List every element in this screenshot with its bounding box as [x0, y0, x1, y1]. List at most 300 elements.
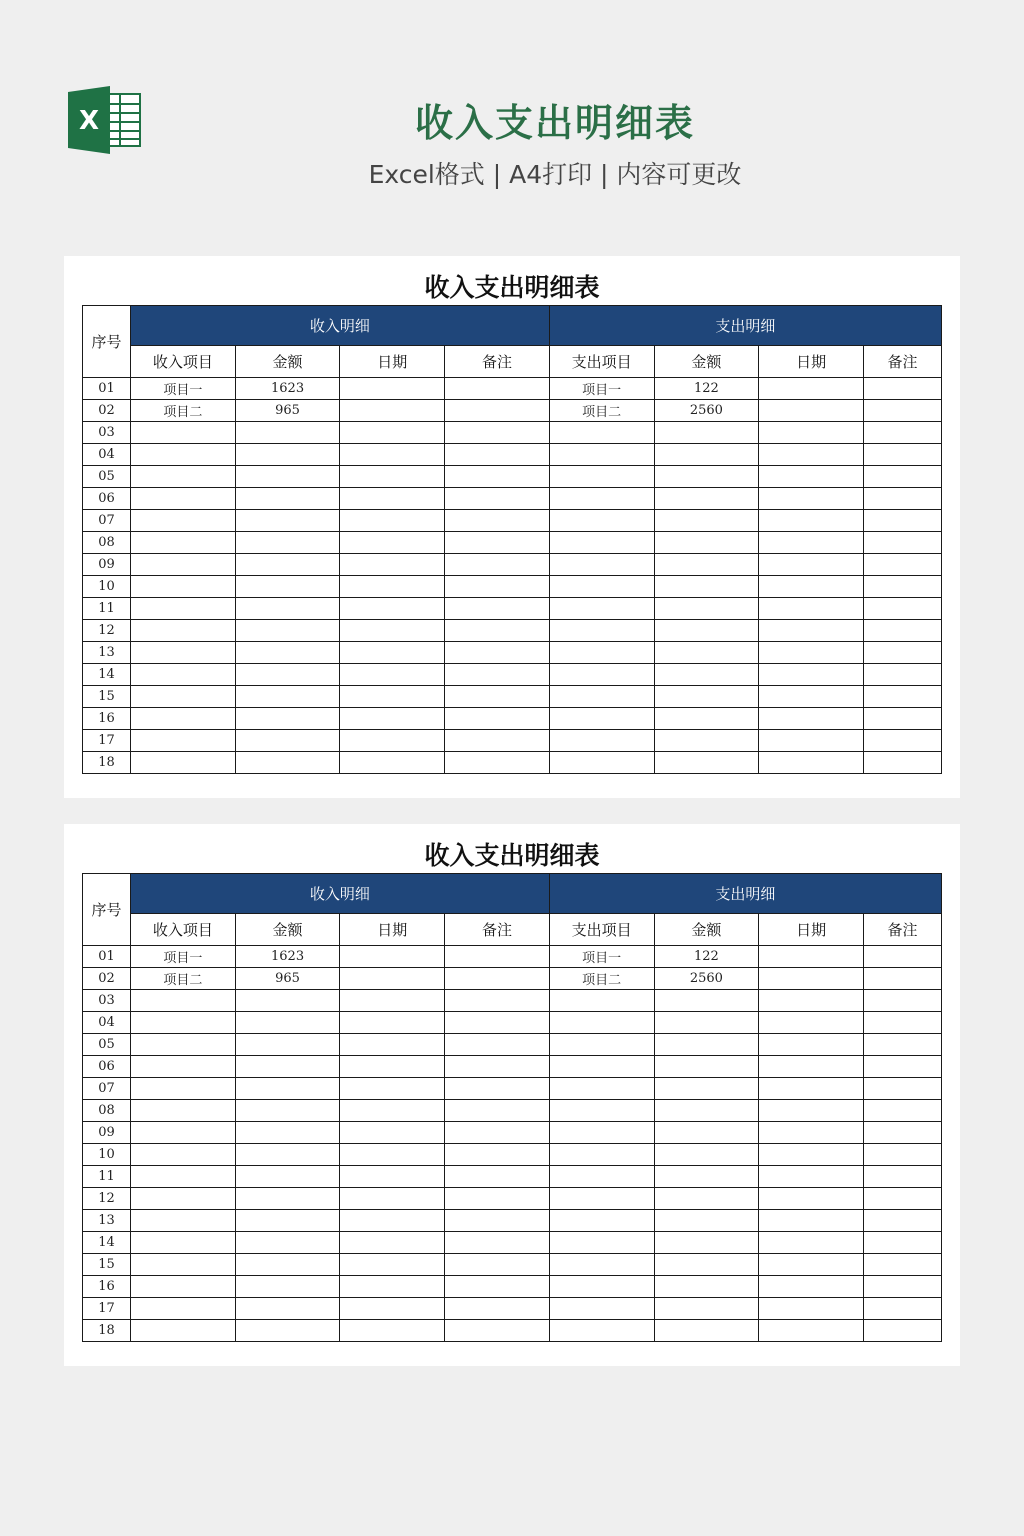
table-cell: [340, 488, 445, 510]
table-cell: [863, 532, 941, 554]
table-cell: [131, 664, 236, 686]
table-cell: [445, 990, 550, 1012]
table-cell: [235, 422, 340, 444]
table-cell: [445, 1144, 550, 1166]
table-cell: [549, 1210, 654, 1232]
table-cell: [549, 1320, 654, 1342]
table-cell: [863, 1320, 941, 1342]
table-cell: [131, 554, 236, 576]
table-cell: [654, 1254, 759, 1276]
table-cell: [235, 642, 340, 664]
table-cell: [654, 1276, 759, 1298]
table-cell: [340, 378, 445, 400]
page-subtitle: Excel格式 | A4打印 | 内容可更改: [368, 160, 742, 189]
table-cell: [445, 378, 550, 400]
table-cell: [654, 1166, 759, 1188]
table-cell: [445, 730, 550, 752]
table-cell: [549, 642, 654, 664]
row-number-cell: 13: [83, 1210, 131, 1232]
table-cell: [759, 1100, 864, 1122]
table-cell: [863, 1100, 941, 1122]
table-cell: [445, 422, 550, 444]
table-cell: [340, 1210, 445, 1232]
table-cell: [549, 990, 654, 1012]
table-cell: [863, 1034, 941, 1056]
table-cell: [759, 730, 864, 752]
row-number-cell: 11: [83, 1166, 131, 1188]
table-cell: [131, 1100, 236, 1122]
table-cell: [131, 1276, 236, 1298]
sheet-preview-2: [64, 824, 960, 1366]
column-header: 日期: [759, 914, 864, 946]
table-row: [83, 1188, 942, 1210]
table-cell: [863, 730, 941, 752]
table-cell: [131, 422, 236, 444]
table-cell: [863, 1188, 941, 1210]
table-cell: [235, 664, 340, 686]
table-cell: [549, 422, 654, 444]
table-cell: 项目二: [131, 400, 236, 422]
table-cell: [340, 620, 445, 642]
row-number-cell: 06: [83, 1056, 131, 1078]
table-cell: [235, 532, 340, 554]
detail-table: [82, 305, 942, 774]
table-cell: [235, 1056, 340, 1078]
column-header: 支出项目: [549, 914, 654, 946]
table-cell: [654, 576, 759, 598]
table-cell: [654, 554, 759, 576]
row-number-cell: 17: [83, 730, 131, 752]
table-row: [83, 510, 942, 532]
table-cell: [549, 466, 654, 488]
table-cell: [131, 598, 236, 620]
table-row: [83, 1056, 942, 1078]
table-cell: [863, 378, 941, 400]
table-cell: 1623: [235, 378, 340, 400]
table-cell: [759, 598, 864, 620]
table-cell: [445, 554, 550, 576]
table-cell: [340, 554, 445, 576]
table-cell: [759, 1034, 864, 1056]
row-number-cell: 07: [83, 510, 131, 532]
table-cell: [340, 1012, 445, 1034]
column-header: 日期: [340, 346, 445, 378]
column-header: 金额: [235, 914, 340, 946]
table-cell: [340, 1276, 445, 1298]
table-row: [83, 444, 942, 466]
table-cell: [235, 752, 340, 774]
table-row: [83, 620, 942, 642]
table-cell: [235, 1122, 340, 1144]
table-cell: [863, 598, 941, 620]
table-cell: [445, 466, 550, 488]
table-cell: [759, 510, 864, 532]
table-cell: [445, 400, 550, 422]
table-cell: [445, 532, 550, 554]
table-cell: [863, 510, 941, 532]
row-number-cell: 15: [83, 686, 131, 708]
row-number-cell: 14: [83, 664, 131, 686]
table-cell: [759, 1232, 864, 1254]
table-cell: [131, 1254, 236, 1276]
table-cell: [445, 1012, 550, 1034]
table-cell: 项目二: [131, 968, 236, 990]
table-cell: [235, 1188, 340, 1210]
table-cell: [131, 1166, 236, 1188]
table-cell: [654, 642, 759, 664]
table-cell: [863, 708, 941, 730]
table-cell: [549, 664, 654, 686]
table-cell: [235, 620, 340, 642]
table-body: [83, 378, 942, 774]
table-cell: [445, 1210, 550, 1232]
table-row: [83, 1122, 942, 1144]
table-cell: [549, 1298, 654, 1320]
table-cell: [863, 1078, 941, 1100]
table-row: [83, 1100, 942, 1122]
table-cell: [549, 1166, 654, 1188]
table-cell: [549, 1056, 654, 1078]
table-cell: [759, 554, 864, 576]
row-number-cell: 17: [83, 1298, 131, 1320]
table-cell: [759, 488, 864, 510]
table-cell: [340, 752, 445, 774]
table-cell: [549, 752, 654, 774]
table-cell: [445, 752, 550, 774]
table-cell: [131, 1298, 236, 1320]
table-cell: [654, 1078, 759, 1100]
row-number-cell: 13: [83, 642, 131, 664]
table-row: [83, 488, 942, 510]
table-cell: [863, 620, 941, 642]
table-cell: [654, 752, 759, 774]
table-row: [83, 1232, 942, 1254]
row-number-cell: 02: [83, 400, 131, 422]
table-cell: [445, 620, 550, 642]
table-cell: [863, 1210, 941, 1232]
table-cell: [549, 598, 654, 620]
table-cell: 项目二: [549, 400, 654, 422]
table-cell: [759, 1254, 864, 1276]
table-cell: 965: [235, 400, 340, 422]
table-cell: [340, 946, 445, 968]
table-cell: [131, 642, 236, 664]
table-cell: [759, 378, 864, 400]
row-number-cell: 08: [83, 532, 131, 554]
table-row: [83, 968, 942, 990]
column-header: 备注: [445, 914, 550, 946]
table-cell: [863, 1166, 941, 1188]
table-cell: [445, 708, 550, 730]
table-cell: [863, 488, 941, 510]
table-cell: [759, 422, 864, 444]
table-cell: [445, 664, 550, 686]
table-cell: [759, 752, 864, 774]
row-number-cell: 10: [83, 1144, 131, 1166]
table-cell: [654, 1122, 759, 1144]
table-cell: [131, 730, 236, 752]
table-row: [83, 1078, 942, 1100]
column-header: 备注: [863, 346, 941, 378]
table-cell: [863, 990, 941, 1012]
table-cell: [654, 1100, 759, 1122]
table-cell: [549, 1254, 654, 1276]
table-cell: [131, 1210, 236, 1232]
table-cell: [235, 708, 340, 730]
table-cell: [863, 576, 941, 598]
table-cell: [759, 1298, 864, 1320]
table-cell: [863, 1012, 941, 1034]
table-cell: 965: [235, 968, 340, 990]
row-number-cell: 14: [83, 1232, 131, 1254]
table-cell: [340, 1034, 445, 1056]
table-cell: 项目二: [549, 968, 654, 990]
table-cell: [549, 1078, 654, 1100]
table-body: [83, 946, 942, 1342]
table-cell: [549, 1144, 654, 1166]
row-number-cell: 07: [83, 1078, 131, 1100]
table-cell: [340, 598, 445, 620]
table-cell: [549, 1188, 654, 1210]
table-cell: [445, 1166, 550, 1188]
row-number-cell: 05: [83, 466, 131, 488]
table-cell: [863, 1254, 941, 1276]
detail-table: [82, 873, 942, 1342]
table-cell: [340, 664, 445, 686]
table-cell: [445, 686, 550, 708]
table-cell: [549, 1012, 654, 1034]
row-number-cell: 09: [83, 1122, 131, 1144]
table-cell: [131, 1034, 236, 1056]
table-cell: [759, 686, 864, 708]
table-cell: [340, 708, 445, 730]
table-cell: [863, 1276, 941, 1298]
table-cell: [235, 1254, 340, 1276]
row-number-cell: 11: [83, 598, 131, 620]
table-cell: [131, 466, 236, 488]
row-number-cell: 09: [83, 554, 131, 576]
table-cell: [863, 1144, 941, 1166]
table-cell: [340, 990, 445, 1012]
table-cell: [235, 1320, 340, 1342]
table-row: [83, 664, 942, 686]
table-cell: [235, 1034, 340, 1056]
table-row: [83, 1210, 942, 1232]
table-cell: [445, 1320, 550, 1342]
table-cell: [131, 576, 236, 598]
table-cell: [654, 1232, 759, 1254]
row-number-cell: 08: [83, 1100, 131, 1122]
table-cell: [759, 968, 864, 990]
logo-letter: X: [78, 106, 100, 136]
column-header: 日期: [340, 914, 445, 946]
table-row: [83, 642, 942, 664]
table-cell: [131, 1144, 236, 1166]
table-cell: [235, 1078, 340, 1100]
table-cell: [445, 968, 550, 990]
table-cell: [235, 1012, 340, 1034]
table-cell: 122: [654, 378, 759, 400]
table-cell: [863, 946, 941, 968]
table-cell: [654, 708, 759, 730]
table-cell: [131, 444, 236, 466]
table-cell: [131, 1188, 236, 1210]
table-cell: [235, 576, 340, 598]
table-cell: [340, 532, 445, 554]
table-cell: [549, 620, 654, 642]
table-cell: [235, 1144, 340, 1166]
table-cell: [340, 422, 445, 444]
table-cell: [654, 1056, 759, 1078]
table-cell: [549, 444, 654, 466]
table-cell: [235, 990, 340, 1012]
table-cell: [549, 686, 654, 708]
table-cell: [759, 1166, 864, 1188]
table-cell: [654, 990, 759, 1012]
row-number-cell: 02: [83, 968, 131, 990]
table-cell: [863, 554, 941, 576]
table-cell: [340, 1188, 445, 1210]
table-cell: [340, 642, 445, 664]
table-row: [83, 598, 942, 620]
table-cell: [131, 488, 236, 510]
table-cell: [445, 1100, 550, 1122]
table-cell: [759, 1276, 864, 1298]
table-cell: [340, 1100, 445, 1122]
table-cell: [759, 1188, 864, 1210]
table-cell: [654, 1144, 759, 1166]
table-cell: [759, 400, 864, 422]
table-cell: [654, 620, 759, 642]
seq-header: 序号: [83, 874, 131, 946]
row-number-cell: 16: [83, 708, 131, 730]
table-cell: [445, 1298, 550, 1320]
table-cell: [654, 510, 759, 532]
table-cell: [340, 1144, 445, 1166]
table-cell: [654, 1034, 759, 1056]
table-cell: 1623: [235, 946, 340, 968]
table-cell: [654, 1188, 759, 1210]
table-cell: [235, 1100, 340, 1122]
table-cell: [759, 1210, 864, 1232]
table-cell: [863, 664, 941, 686]
table-cell: [340, 1232, 445, 1254]
table-cell: [654, 422, 759, 444]
income-group-header: 收入明细: [131, 306, 550, 346]
row-number-cell: 05: [83, 1034, 131, 1056]
table-cell: [445, 946, 550, 968]
table-cell: 项目一: [131, 946, 236, 968]
table-row: [83, 466, 942, 488]
table-cell: [863, 642, 941, 664]
row-number-cell: 15: [83, 1254, 131, 1276]
table-cell: [445, 598, 550, 620]
table-cell: [131, 620, 236, 642]
table-cell: [759, 1012, 864, 1034]
table-cell: [863, 466, 941, 488]
excel-logo-icon: [68, 86, 142, 154]
table-cell: [654, 444, 759, 466]
table-cell: [549, 1276, 654, 1298]
table-cell: [549, 1034, 654, 1056]
table-cell: 2560: [654, 400, 759, 422]
table-row: [83, 1144, 942, 1166]
column-header: 支出项目: [549, 346, 654, 378]
column-header: 金额: [654, 346, 759, 378]
table-cell: [863, 968, 941, 990]
table-cell: [759, 1122, 864, 1144]
table-cell: [654, 532, 759, 554]
table-cell: [549, 1100, 654, 1122]
row-number-cell: 01: [83, 378, 131, 400]
row-number-cell: 03: [83, 422, 131, 444]
expense-group-header: 支出明细: [549, 874, 941, 914]
table-cell: [445, 1254, 550, 1276]
table-cell: 122: [654, 946, 759, 968]
row-number-cell: 01: [83, 946, 131, 968]
table-cell: [654, 686, 759, 708]
table-cell: 项目一: [549, 946, 654, 968]
table-cell: [235, 1298, 340, 1320]
column-header: 备注: [445, 346, 550, 378]
row-number-cell: 18: [83, 752, 131, 774]
table-cell: [654, 730, 759, 752]
table-cell: [235, 554, 340, 576]
table-row: [83, 1298, 942, 1320]
table-cell: [759, 664, 864, 686]
table-cell: [549, 554, 654, 576]
table-row: [83, 400, 942, 422]
column-header: 金额: [654, 914, 759, 946]
table-row: [83, 946, 942, 968]
table-cell: [654, 466, 759, 488]
table-cell: [235, 730, 340, 752]
column-header: 备注: [863, 914, 941, 946]
table-cell: [445, 642, 550, 664]
table-cell: [131, 686, 236, 708]
table-cell: [759, 642, 864, 664]
table-row: [83, 554, 942, 576]
table-cell: 项目一: [131, 378, 236, 400]
sheet-title: 收入支出明细表: [424, 273, 600, 302]
table-cell: [654, 1012, 759, 1034]
row-number-cell: 16: [83, 1276, 131, 1298]
table-cell: [235, 466, 340, 488]
table-row: [83, 576, 942, 598]
table-cell: [759, 1056, 864, 1078]
table-cell: [235, 510, 340, 532]
column-header: 金额: [235, 346, 340, 378]
table-cell: [654, 1298, 759, 1320]
table-cell: [445, 1188, 550, 1210]
table-cell: [759, 466, 864, 488]
table-cell: [340, 1122, 445, 1144]
table-cell: [654, 598, 759, 620]
table-cell: [759, 946, 864, 968]
table-cell: 2560: [654, 968, 759, 990]
table-cell: [235, 444, 340, 466]
table-cell: [549, 510, 654, 532]
table-cell: 项目一: [549, 378, 654, 400]
table-row: [83, 1276, 942, 1298]
table-cell: [131, 990, 236, 1012]
table-cell: [759, 1320, 864, 1342]
table-cell: [131, 752, 236, 774]
table-cell: [340, 444, 445, 466]
table-cell: [445, 1056, 550, 1078]
table-cell: [131, 510, 236, 532]
table-cell: [235, 686, 340, 708]
